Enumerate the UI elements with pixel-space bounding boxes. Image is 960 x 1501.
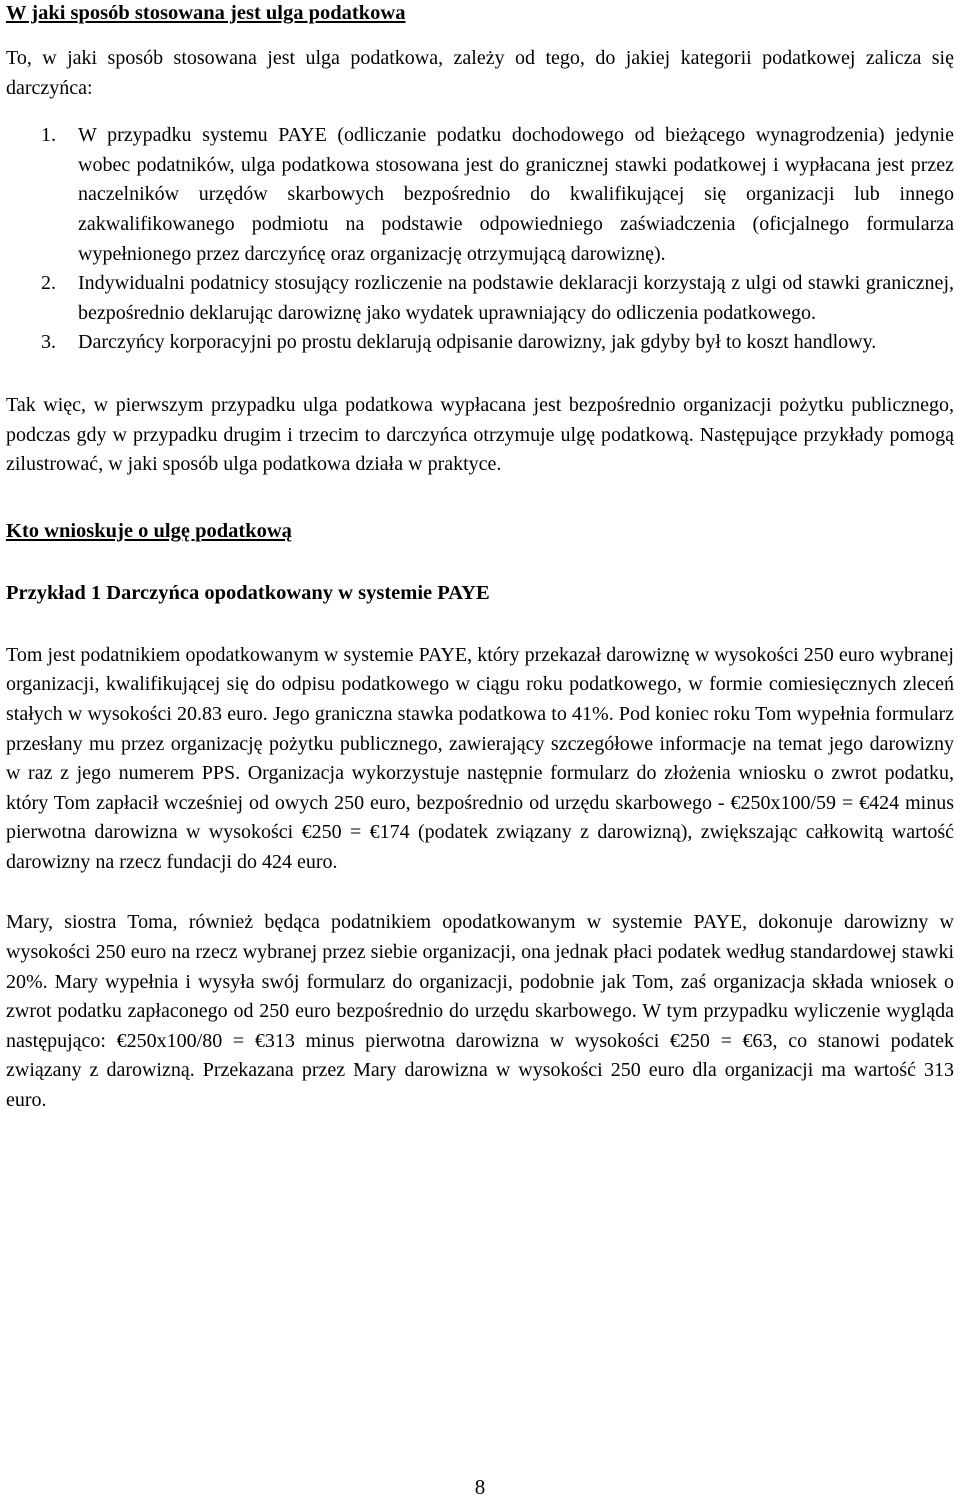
list-item-number: 2. (41, 272, 56, 295)
page-number: 8 (474, 1475, 486, 1499)
example-title: Przykład 1 Darczyńca opodatkowany w systemie PAYE (6, 581, 490, 604)
page-heading: W jaki sposób stosowana jest ulga podatkowa (6, 2, 406, 24)
document-page (6, 0, 954, 1116)
section-title: Kto wnioskuje o ulgę podatkową (6, 519, 292, 542)
intro-paragraph: To, w jaki sposób stosowana jest ulga podatkowa, zależy od tego, do jakiej kategorii podatkowej zalicza się darczyńca: (6, 47, 954, 99)
list-item (41, 121, 954, 269)
list-item (41, 269, 954, 328)
summary-paragraph: Tak więc, w pierwszym przypadku ulga podatkowa wypłacana jest bezpośrednio organizacji pożytku publicznego, podczas gdy w przypadku drugim i trzecim to darczyńca otrzymuje ulgę podatkową. Następujące przykłady pomogą zilustrować, w jaki sposób ulga podatkowa działa w praktyce. (6, 393, 954, 476)
example-mary-paragraph: Mary, siostra Toma, również będąca podatnikiem opodatkowanym w systemie PAYE, dokonuje darowizny w wysokości 250 euro na rzecz wybranej przez siebie organizacji, ona jednak płaci podatek według standardowej stawki 20%. Mary wypełnia i wysyła swój formularz do organizacji, podobnie jak Tom, zaś organizacja składa wniosek o zwrot podatku zapłaconego od 250 euro bezpośrednio do urzędu skarbowego. W tym przypadku wyliczenie wygląda następująco: €250x100/80 = €313 minus pierwotna darowizna w wysokości €250 = €63, co stanowi podatek związany z darowizną. Przekazana przez Mary darowizna w wysokości 250 euro dla organizacji ma wartość 313 euro. (6, 911, 954, 1112)
example-tom-paragraph: Tom jest podatnikiem opodatkowanym w systemie PAYE, który przekazał darowiznę w wysokości 250 euro wybranej organizacji, kwalifikującej się do odpisu podatkowego w ciągu roku podatkowego, w formie comiesięcznych zleceń stałych w wysokości 20.83 euro. Jego graniczna stawka podatkowa to 41%. Pod koniec roku Tom wypełnia formularz przesłany mu przez organizację pożytku publicznego, zawierający szczegółowe informacje na temat jego darowizny w raz z jego numerem PPS. Organizacja wykorzystuje następnie formularz do złożenia wniosku o zwrot podatku, który Tom zapłacił wcześniej od owych 250 euro, bezpośrednio od urzędu skarbowego - €250x100/59 = €424 minus pierwotna darowizna w wysokości €250 = €174 (podatek związany z darowizną), zwiększając całkowitą wartość darowizny na rzecz fundacji do 424 euro. (6, 643, 954, 873)
list-item-number: 3. (41, 331, 56, 354)
list-item-text: Indywidualni podatnicy stosujący rozliczenie na podstawie deklaracji korzystają z ulgi od stawki granicznej, bezpośrednio deklarując darowiznę jako wydatek uprawniający do odliczenia podatkowego. (78, 272, 954, 324)
list-item (41, 328, 954, 358)
list-item-text: W przypadku systemu PAYE (odliczanie podatku dochodowego od bieżącego wynagrodzenia) jedynie wobec podatników, ulga podatkowa stosowana jest do granicznej stawki podatkowej i wypłacana jest przez naczelników urzędów skarbowych bezpośrednio do kwalifikującej się organizacji lub innego zakwalifikowanego podmiotu na podstawie odpowiedniego zaświadczenia (oficjalnego formularza wypełnionego przez darczyńcę oraz organizację otrzymującą darowiznę). (78, 124, 954, 265)
list-item-number: 1. (41, 124, 56, 147)
category-list (6, 121, 954, 358)
list-item-text: Darczyńcy korporacyjni po prostu deklarują odpisanie darowizny, jak gdyby był to koszt handlowy. (78, 331, 877, 354)
